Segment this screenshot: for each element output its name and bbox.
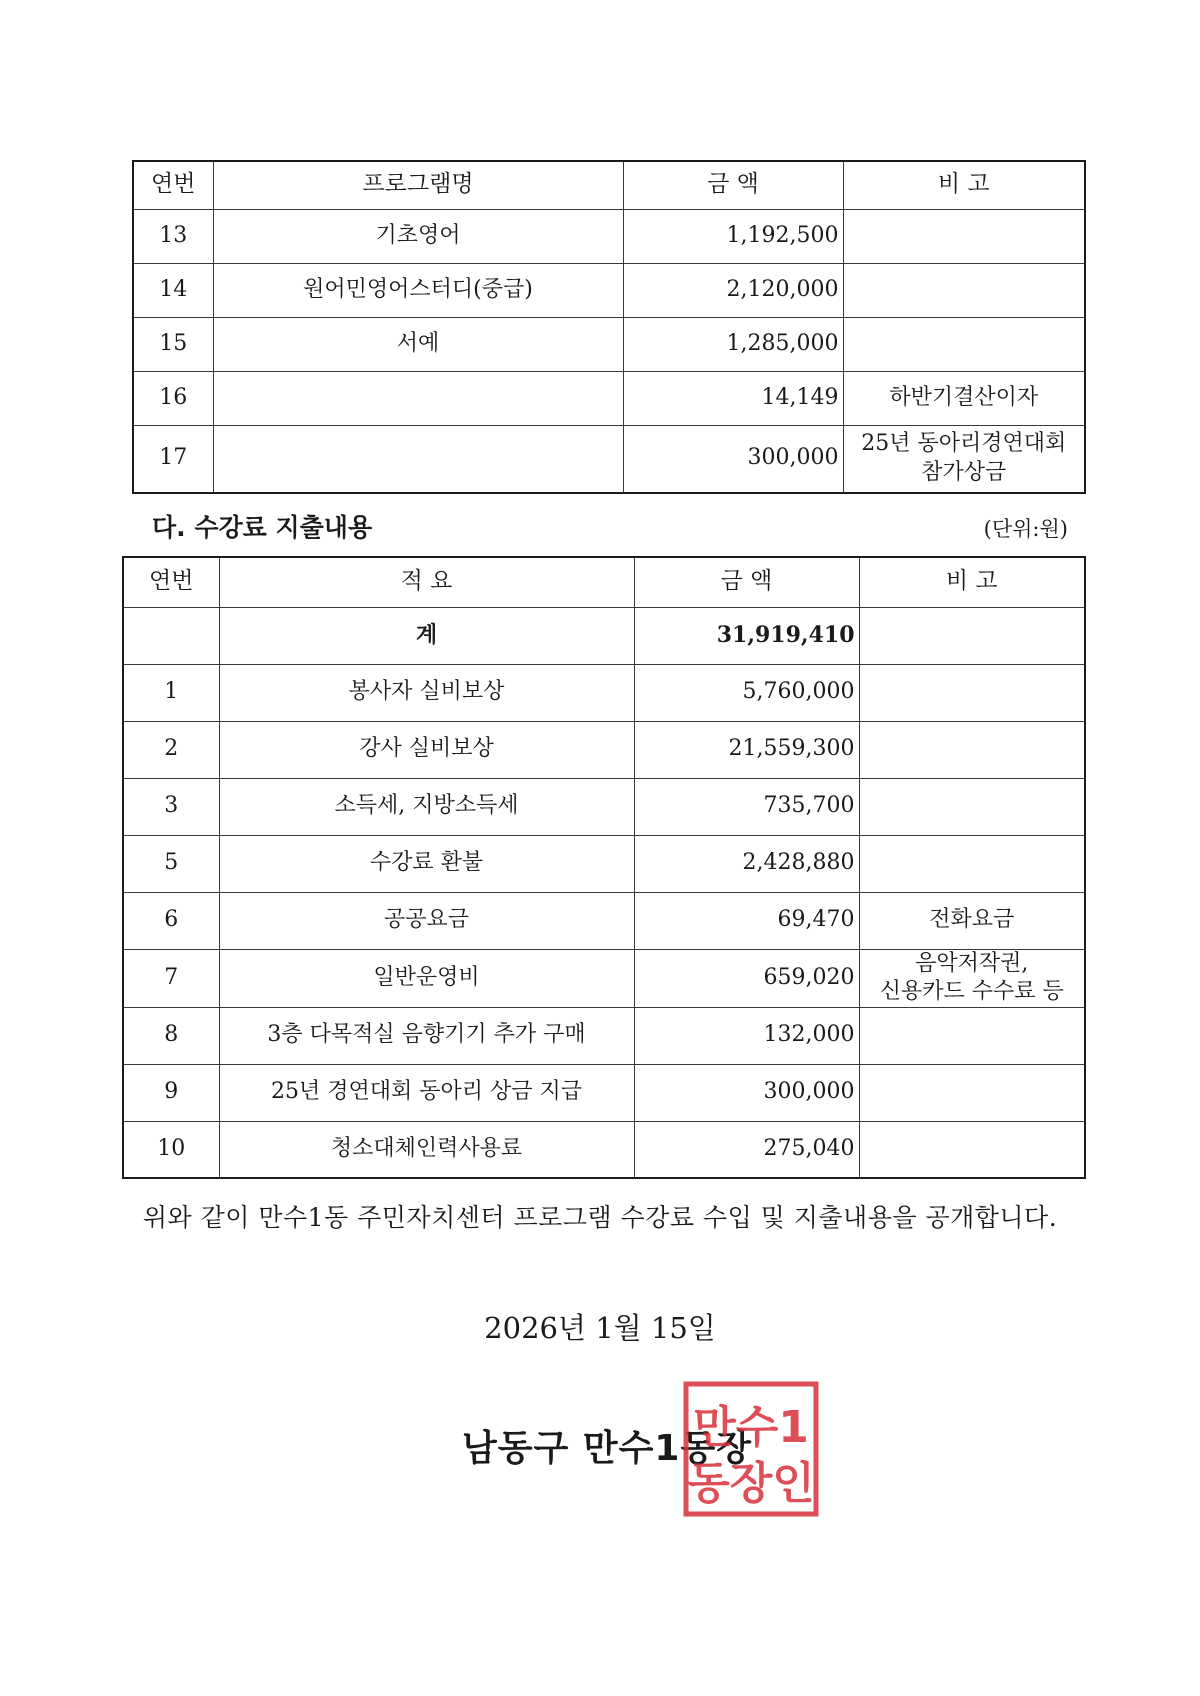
row-program: 원어민영어스터디(중급): [213, 263, 623, 317]
table-row: [123, 949, 1085, 1007]
table-row: [133, 263, 1085, 317]
table-row: [123, 664, 1085, 721]
row-note-line: 25년 동아리경연대회: [861, 431, 1067, 457]
row-note: [843, 425, 1085, 493]
col-header-program: 프로그램명: [213, 161, 623, 209]
row-note: [859, 1064, 1085, 1121]
row-amount: 275,040: [634, 1121, 859, 1178]
row-note: [859, 778, 1085, 835]
expense-section-title: 다. 수강료 지출내용: [152, 513, 373, 542]
row-no: 7: [123, 949, 219, 1007]
row-note: 전화요금: [859, 892, 1085, 949]
col-header-amount: 금 액: [623, 161, 843, 209]
row-amount: 735,700: [634, 778, 859, 835]
expense-table: [122, 556, 1086, 1179]
row-no: 15: [133, 317, 213, 371]
col-header-amount: 금 액: [634, 557, 859, 607]
table-row: [123, 892, 1085, 949]
income-table: [132, 160, 1086, 494]
row-no: 8: [123, 1007, 219, 1064]
unit-label: (단위:원): [983, 517, 1068, 541]
row-note: [843, 317, 1085, 371]
total-label: 계: [219, 607, 634, 664]
col-header-note: 비 고: [859, 557, 1085, 607]
col-header-no: 연번: [133, 161, 213, 209]
table-row: [133, 371, 1085, 425]
official-seal: [682, 1380, 820, 1518]
table-row: [123, 835, 1085, 892]
col-header-desc: 적 요: [219, 557, 634, 607]
row-program: [213, 425, 623, 493]
row-note-line: 음악저작권,: [915, 950, 1029, 976]
table-row: [133, 425, 1085, 493]
row-no: 6: [123, 892, 219, 949]
signatory: 남동구 만수1동장: [462, 1428, 753, 1469]
row-note-line: 참가상금: [921, 459, 1007, 485]
income-table-header: [133, 161, 1085, 209]
row-amount: 2,120,000: [623, 263, 843, 317]
row-amount: 132,000: [634, 1007, 859, 1064]
document-date: 2026년 1월 15일: [484, 1311, 716, 1345]
seal-text-line: 만수1: [693, 1402, 809, 1453]
row-desc: 25년 경연대회 동아리 상금 지급: [219, 1064, 634, 1121]
row-no: [123, 607, 219, 664]
row-amount: 659,020: [634, 949, 859, 1007]
row-amount: 69,470: [634, 892, 859, 949]
row-amount: 2,428,880: [634, 835, 859, 892]
row-desc: 수강료 환불: [219, 835, 634, 892]
row-no: 3: [123, 778, 219, 835]
row-note: 하반기결산이자: [843, 371, 1085, 425]
row-amount: 5,760,000: [634, 664, 859, 721]
row-amount: 300,000: [623, 425, 843, 493]
row-no: 16: [133, 371, 213, 425]
disclosure-statement: 위와 같이 만수1동 주민자치센터 프로그램 수강료 수입 및 지출내용을 공개합니다.: [142, 1203, 1058, 1232]
row-amount: 300,000: [634, 1064, 859, 1121]
row-note-line: 신용카드 수수료 등: [879, 979, 1064, 1005]
expense-table-header: [123, 557, 1085, 607]
row-note: [859, 721, 1085, 778]
row-amount: 1,192,500: [623, 209, 843, 263]
row-no: 17: [133, 425, 213, 493]
row-no: 9: [123, 1064, 219, 1121]
col-header-note: 비 고: [843, 161, 1085, 209]
row-note: [859, 607, 1085, 664]
table-row: [123, 1007, 1085, 1064]
row-no: 14: [133, 263, 213, 317]
row-no: 13: [133, 209, 213, 263]
row-program: 서예: [213, 317, 623, 371]
total-amount: 31,919,410: [634, 607, 859, 664]
row-note: [859, 1121, 1085, 1178]
col-header-no: 연번: [123, 557, 219, 607]
row-no: 5: [123, 835, 219, 892]
row-desc: 봉사자 실비보상: [219, 664, 634, 721]
table-row: [123, 778, 1085, 835]
row-desc: 일반운영비: [219, 949, 634, 1007]
row-note: [859, 664, 1085, 721]
row-no: 2: [123, 721, 219, 778]
row-desc: 소득세, 지방소득세: [219, 778, 634, 835]
table-row: [123, 1121, 1085, 1178]
row-amount: 21,559,300: [634, 721, 859, 778]
row-note: [859, 835, 1085, 892]
row-no: 10: [123, 1121, 219, 1178]
table-row: [123, 1064, 1085, 1121]
row-desc: 3층 다목적실 음향기기 추가 구매: [219, 1007, 634, 1064]
row-program: 기초영어: [213, 209, 623, 263]
row-note: [843, 263, 1085, 317]
row-desc: 공공요금: [219, 892, 634, 949]
row-note: [859, 949, 1085, 1007]
seal-text-line: 동장인: [687, 1458, 815, 1509]
row-note: [843, 209, 1085, 263]
row-program: [213, 371, 623, 425]
row-no: 1: [123, 664, 219, 721]
row-amount: 14,149: [623, 371, 843, 425]
total-row: [123, 607, 1085, 664]
row-desc: 청소대체인력사용료: [219, 1121, 634, 1178]
row-amount: 1,285,000: [623, 317, 843, 371]
row-desc: 강사 실비보상: [219, 721, 634, 778]
table-row: [123, 721, 1085, 778]
row-note: [859, 1007, 1085, 1064]
table-row: [133, 317, 1085, 371]
table-row: [133, 209, 1085, 263]
